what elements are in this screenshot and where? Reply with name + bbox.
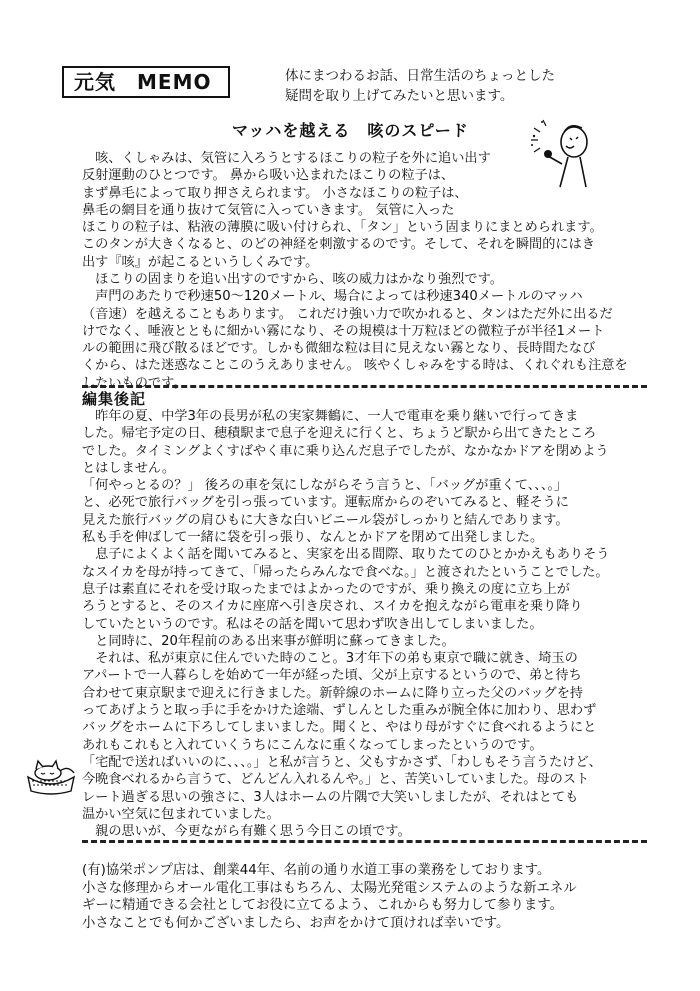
section-divider xyxy=(82,840,647,843)
text-line: けでなく、唾液とともに細かい霧になり、その規模は十万粒ほどの微粒子が半径1メート xyxy=(82,323,605,339)
text-line: 今晩食べれるから言うて、どんどん入れるんや。」と、苦笑いしていました。母のスト xyxy=(82,772,590,788)
text-line: バッグをホームに下ろしてしまいました。聞くと、やはり母がすぐに食べれるようにと xyxy=(82,720,597,736)
text-line: ろうとすると、そのスイカに座席へ引き戻され、スイカを抱えながら電車を乗り降り xyxy=(82,599,583,615)
text-line: 息子によくよく話を聞いてみると、実家を出る間際、取りたてのひとかかえもありそう xyxy=(82,547,610,563)
text-line: 「何やっとるの？」 後ろの車を気にしながらそう言うと、「バッグが重くて、、、。」 xyxy=(82,478,568,494)
text-line: 反射運動のひとつです。 鼻から吸い込まれたほこりの粒子は、 xyxy=(82,168,455,184)
text-line: ってあげようと取っ手に手をかけた途端、ずしんとした重みが腕全体に加わり、思わず xyxy=(82,703,597,719)
intro-line: 体にまつわるお話、日常生活のちょっとした xyxy=(285,68,555,84)
section-divider xyxy=(82,385,647,388)
text-line: と同時に、20年程前のある出来事が鮮明に蘇ってきました。 xyxy=(82,633,455,649)
text-line: 昨年の夏、中学3年の長男が私の実家舞鶴に、一人で電車を乗り継いで行ってきま xyxy=(82,409,579,424)
text-line: 咳、くしゃみは、気管に入ろうとするほこりの粒子を外に追い出す xyxy=(82,151,491,166)
text-line: (有)協栄ポンプ店は、創業44年、名前の通り水道工事の業務をしております。 xyxy=(82,863,551,878)
text-line: それは、私が東京に住んでいた時のこと。3才年下の弟も東京で職に就き、埼玉の xyxy=(82,651,578,667)
text-line: 出す『咳』が起こるというしくみです。 xyxy=(82,254,319,270)
text-line: レート過ぎる思いの強さに、3人はホームの片隅で大笑いしましたが、それはとても xyxy=(82,789,579,805)
text-line: アパートで一人暮らしを始めて一年が経った頃、父が上京するというので、弟と待ち xyxy=(82,668,582,684)
text-line: ギーに精通できる会社としてお役に立てるよう、これからも努力して参ります。 xyxy=(82,898,563,914)
article-paragraph-2 xyxy=(82,271,642,392)
postscript-body xyxy=(82,408,642,840)
cat-in-basket-icon xyxy=(22,755,80,795)
text-line: 声門のあたりで秒速50～120メートル、場合によっては秒速340メートルのマッハ xyxy=(82,289,583,305)
text-line: 鼻毛の網目を通り抜けて気管に入っていきます。 気管に入った xyxy=(82,202,455,218)
text-line: 息子は素直にそれを受け取ったまではよかったのですが、乗り換えの度に立ち上が xyxy=(82,581,570,597)
article-title: マッハを越える 咳のスピード xyxy=(232,121,469,140)
text-line: 温かい空気に包まれていました。 xyxy=(82,806,280,822)
article-paragraph-1 xyxy=(82,150,642,271)
text-line: でした。タイミングよくすばやく車に乗り込んだ息子でしたが、なかなかドアを閉めよう xyxy=(82,443,609,459)
text-line: 小さな修理からオール電化工事はもちろん、太陽光発電システムのような新エネル xyxy=(82,880,577,896)
text-line: 私も手を伸ばして一緒に袋を引っ張り、なんとかドアを閉めて出発しました。 xyxy=(82,530,544,546)
intro-line: 疑問を取り上げてみたいと思います。 xyxy=(285,88,514,104)
text-line: 「宅配で送ればいいのに、、、。」と私が言うと、父もすかさず、「わしもそう言うたけど、 xyxy=(82,754,602,770)
text-line: した。帰宅予定の日、穂積駅まで息子を迎えに行くと、ちょうど駅から出てきたところ xyxy=(82,426,597,442)
text-line: くから、はた迷惑なことこのうえありません。 咳やくしゃみをする時は、くれぐれも注意を xyxy=(82,358,628,374)
text-line: 親の思いが、今更ながら有難く思う今日この頃です。 xyxy=(82,824,411,840)
text-line: 見えた旅行バッグの肩ひもに大きな白いビニール袋がしっかりと結んであります。 xyxy=(82,512,569,528)
text-line: なスイカを母が持ってきて、「帰ったらみんなで食べな。」と渡されたということでした。 xyxy=(82,564,609,580)
memo-title-box: 元気 MEMO xyxy=(62,66,230,98)
postscript-title: 編集後記 xyxy=(82,390,147,408)
intro-text xyxy=(285,66,625,106)
text-line: とはしません。 xyxy=(82,460,176,476)
company-message xyxy=(82,862,642,932)
text-line: 小さなことでも何かございましたら、お声をかけて頂ければ幸いです。 xyxy=(82,915,510,931)
text-line: （音速）を越えることもあります。 これだけ強い力で吹かれると、タンはただ外に出るだ xyxy=(82,306,613,322)
text-line: していたというのです。私はその話を聞いて思わず吹き出してしまいました。 xyxy=(82,616,543,632)
text-line: 合わせて東京駅まで迎えに行きました。新幹線のホームに降り立った父のバッグを持 xyxy=(82,685,584,701)
text-line: ルの範囲に飛び散るほどです。しかも微細な粒は目に見えない霧となり、長時間たなび xyxy=(82,341,596,357)
text-line: あれもこれもと入れていくうちにこんなに重くなってしまったというのです。 xyxy=(82,737,543,753)
text-line: このタンが大きくなると、のどの神経を刺激するのです。そして、それを瞬間的にはき xyxy=(82,237,595,253)
text-line: と、必死で旅行バッグを引っ張っています。運転席からのぞいてみると、軽そうに xyxy=(82,495,569,511)
text-line: まず鼻毛によって取り押さえられます。 小さなほこりの粒子は、 xyxy=(82,185,468,201)
text-line: したいものです。 xyxy=(82,375,187,391)
text-line: ほこりの粒子は、粘液の薄膜に吸い付けられ、「タン」という固まりにまとめられます。 xyxy=(82,220,603,236)
text-line: ほこりの固まりを追い出すのですから、咳の威力はかなり強烈です。 xyxy=(82,272,503,287)
